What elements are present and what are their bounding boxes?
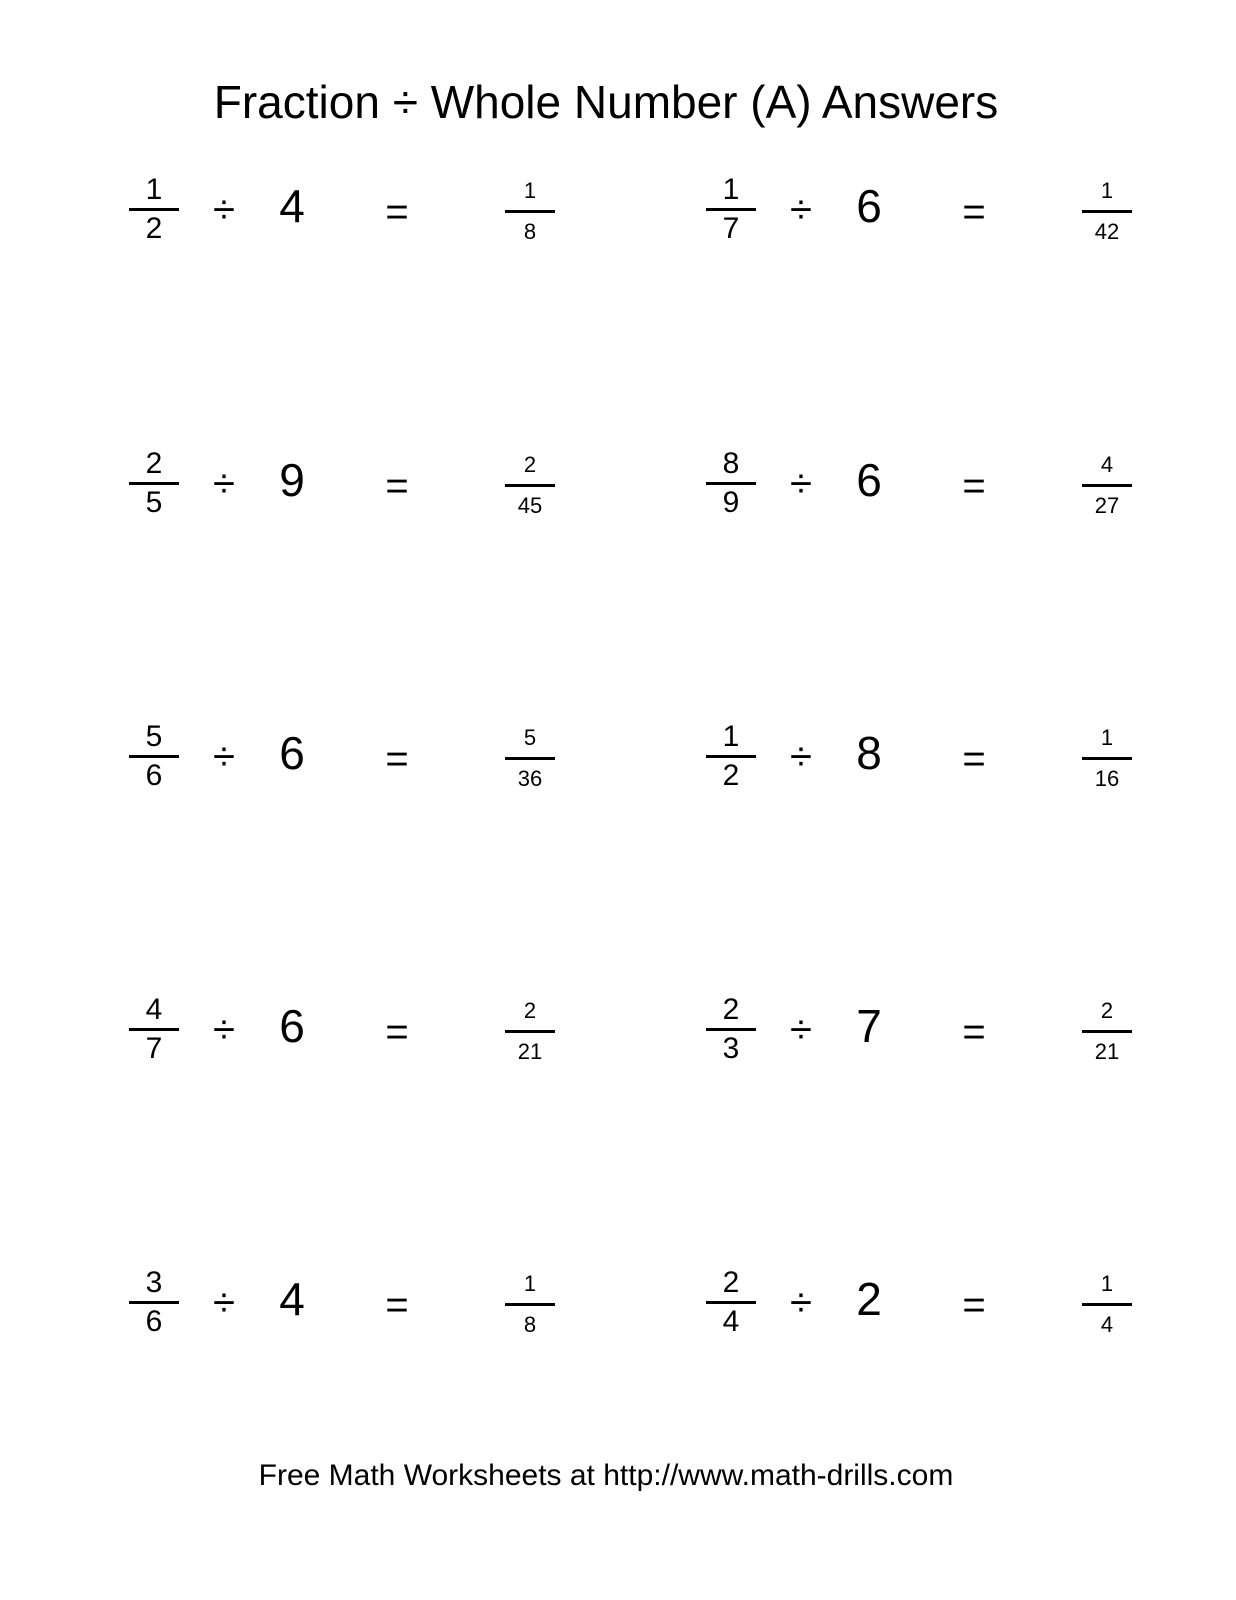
divisor-whole-number: 2 [856,1273,882,1325]
equals-sign: = [962,737,986,781]
divisor-whole-number: 6 [856,454,882,506]
dividend-denominator: 7 [145,1032,163,1065]
dividend-fraction [128,721,180,792]
problem-item [0,448,560,538]
problem-item [577,721,1137,811]
equals-sign: = [385,190,409,234]
dividend-fraction [705,994,757,1065]
dividend-denominator: 6 [145,1305,163,1338]
divisor-whole-number: 9 [279,454,305,506]
fraction-bar [505,484,555,487]
dividend-numerator: 3 [145,1266,163,1299]
fraction-bar [505,1303,555,1306]
dividend-fraction [128,448,180,519]
problem-item [577,994,1137,1084]
dividend-denominator: 2 [145,212,163,245]
fraction-bar [129,1301,179,1304]
dividend-fraction [705,448,757,519]
dividend-fraction [128,994,180,1065]
problem-item [577,174,1137,264]
divide-sign: ÷ [790,1281,812,1325]
divide-sign: ÷ [790,1008,812,1052]
dividend-numerator: 8 [722,447,740,480]
answer-fraction [1081,452,1133,519]
equals-sign: = [962,464,986,508]
dividend-fraction [128,1267,180,1338]
fraction-bar [1082,484,1132,487]
answer-fraction [504,725,556,792]
fraction-bar [1082,1030,1132,1033]
dividend-fraction [128,174,180,245]
divide-sign: ÷ [213,735,235,779]
answer-numerator: 4 [1100,452,1114,477]
divide-sign: ÷ [790,188,812,232]
answer-denominator: 27 [1094,493,1120,518]
dividend-numerator: 1 [145,173,163,206]
fraction-bar [706,1301,756,1304]
answer-fraction [504,178,556,245]
divisor-whole-number: 6 [856,180,882,232]
answer-numerator: 2 [1100,998,1114,1023]
answer-fraction [504,452,556,519]
dividend-denominator: 2 [722,759,740,792]
answer-denominator: 42 [1094,219,1120,244]
equals-sign: = [385,1010,409,1054]
answer-fraction [504,1271,556,1338]
dividend-numerator: 4 [145,993,163,1026]
dividend-denominator: 7 [722,212,740,245]
answer-denominator: 8 [523,219,537,244]
answer-fraction [1081,725,1133,792]
problem-item [0,1267,560,1357]
dividend-numerator: 5 [145,720,163,753]
answer-fraction [1081,1271,1133,1338]
answer-numerator: 1 [523,178,537,203]
fraction-bar [706,482,756,485]
divisor-whole-number: 6 [279,727,305,779]
answer-numerator: 5 [523,725,537,750]
dividend-denominator: 9 [722,486,740,519]
divisor-whole-number: 6 [279,1000,305,1052]
dividend-numerator: 1 [722,173,740,206]
answer-denominator: 36 [517,766,543,791]
dividend-numerator: 2 [145,447,163,480]
answer-numerator: 1 [523,1271,537,1296]
equals-sign: = [962,1010,986,1054]
divide-sign: ÷ [213,188,235,232]
fraction-bar [129,1028,179,1031]
answer-numerator: 1 [1100,178,1114,203]
dividend-fraction [705,1267,757,1338]
answer-denominator: 8 [523,1312,537,1337]
fraction-bar [1082,210,1132,213]
fraction-bar [505,757,555,760]
answer-denominator: 16 [1094,766,1120,791]
fraction-bar [706,1028,756,1031]
divide-sign: ÷ [213,1008,235,1052]
fraction-bar [505,1030,555,1033]
equals-sign: = [385,464,409,508]
dividend-denominator: 4 [722,1305,740,1338]
equals-sign: = [962,1283,986,1327]
divisor-whole-number: 7 [856,1000,882,1052]
problem-item [0,174,560,264]
fraction-bar [505,210,555,213]
problem-item [0,994,560,1084]
answer-numerator: 2 [523,452,537,477]
fraction-bar [1082,757,1132,760]
answer-denominator: 21 [1094,1039,1120,1064]
dividend-denominator: 5 [145,486,163,519]
fraction-bar [129,208,179,211]
divide-sign: ÷ [213,1281,235,1325]
equals-sign: = [962,190,986,234]
dividend-denominator: 6 [145,759,163,792]
answer-numerator: 1 [1100,725,1114,750]
answer-numerator: 2 [523,998,537,1023]
page-title: Fraction ÷ Whole Number (A) Answers [213,76,999,128]
divide-sign: ÷ [790,462,812,506]
answer-numerator: 1 [1100,1271,1114,1296]
divisor-whole-number: 4 [279,1273,305,1325]
divide-sign: ÷ [213,462,235,506]
dividend-fraction [705,721,757,792]
dividend-numerator: 2 [722,1266,740,1299]
equals-sign: = [385,737,409,781]
fraction-bar [129,755,179,758]
dividend-numerator: 2 [722,993,740,1026]
fraction-bar [1082,1303,1132,1306]
problem-item [577,448,1137,538]
fraction-bar [706,208,756,211]
divisor-whole-number: 4 [279,180,305,232]
answer-fraction [1081,998,1133,1065]
footer-text: Free Math Worksheets at http://www.math-drills.com [258,1459,954,1492]
divide-sign: ÷ [790,735,812,779]
dividend-numerator: 1 [722,720,740,753]
equals-sign: = [385,1283,409,1327]
problem-item [577,1267,1137,1357]
answer-fraction [1081,178,1133,245]
fraction-bar [129,482,179,485]
problem-item [0,721,560,811]
dividend-denominator: 3 [722,1032,740,1065]
answer-denominator: 21 [517,1039,543,1064]
answer-fraction [504,998,556,1065]
fraction-bar [706,755,756,758]
dividend-fraction [705,174,757,245]
answer-denominator: 45 [517,493,543,518]
divisor-whole-number: 8 [856,727,882,779]
answer-denominator: 4 [1100,1312,1114,1337]
